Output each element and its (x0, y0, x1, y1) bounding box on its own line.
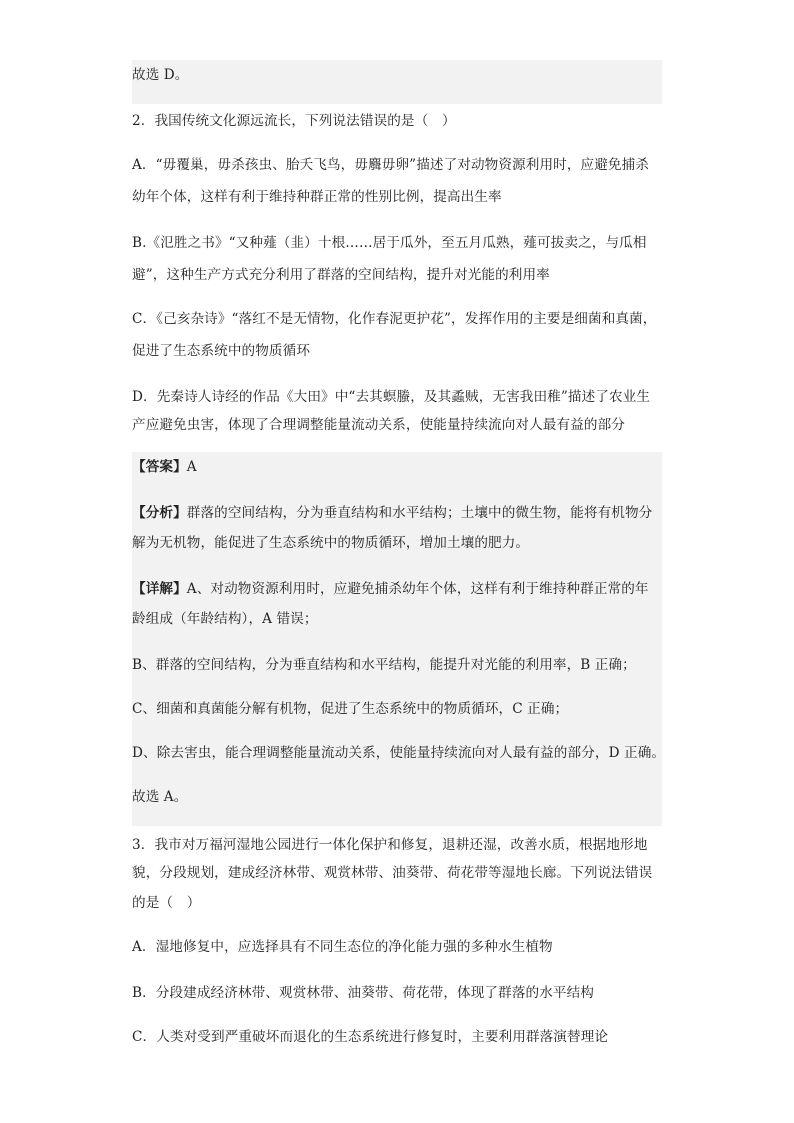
q2-answer (132, 458, 197, 476)
q2-option-b-line2: 避”，这种生产方式充分利用了群落的空间结构，提升对光能的利用率 (132, 267, 550, 283)
q3-option-c: C．人类对受到严重破坏而退化的生态系统进行修复时，主要利用群落演替理论 (132, 1029, 609, 1045)
q2-option-c-line2: 促进了生态系统中的物质循环 (132, 343, 311, 359)
answer-tag: 【答案】 (132, 459, 187, 475)
q2-detail-line1 (132, 580, 649, 598)
q3-option-a: A．湿地修复中，应选择具有不同生态位的净化能力强的多种水生植物 (132, 939, 553, 955)
q2-detail-line2: 龄组成（年龄结构），A 错误； (132, 611, 318, 627)
detail-tag: 【详解】 (132, 581, 187, 597)
question-2 (132, 104, 662, 444)
question-2-stem: 2．我国传统文化源远流长，下列说法错误的是（ ） (132, 113, 456, 129)
q2-analysis-line2: 解为无机物，能促进了生态系统中的物质循环，增加土壤的肥力。 (132, 535, 530, 551)
q2-detail-item-c: C、细菌和真菌能分解有机物，促进了生态系统中的物质循环，C 正确； (132, 701, 569, 717)
q3-stem-line1: 3．我市对万福河湿地公园进行一体化保护和修复，退耕还湿，改善水质，根据地形地 (132, 837, 648, 853)
q2-option-d-line2: 产应避免虫害，体现了合理调整能量流动关系，使能量持续流向对人最有益的部分 (132, 417, 625, 433)
q2-option-a-line1: A．“毋覆巢，毋杀孩虫、胎夭飞鸟，毋麛毋卵”描述了对动物资源利用时，应避免捕杀 (132, 157, 649, 173)
q2-conclusion: 故选 A。 (132, 789, 188, 805)
q3-stem-line3: 的是（ ） (132, 895, 201, 911)
detail-text-1: A、对动物资源利用时，应避免捕杀幼年个体，这样有利于维持种群正常的年 (186, 581, 649, 597)
analysis-tag: 【分析】 (132, 505, 187, 521)
q2-solution-block (132, 452, 666, 826)
q3-stem-line2: 貌，分段规划，建成经济林带、观赏林带、油葵带、荷花带等湿地长廊。下列说法错误 (132, 865, 653, 881)
q2-option-d-line1: D．先秦诗人诗经的作品《大田》中“去其螟螣，及其蟊贼，无害我田稚”描述了农业生 (132, 389, 651, 405)
prev-conclusion-block (132, 60, 662, 104)
q3-option-b: B．分段建成经济林带、观赏林带、油葵带、荷花带，体现了群落的水平结构 (132, 985, 594, 1001)
q2-option-c-line1: C．《己亥杂诗》“落红不是无情物，化作春泥更护花”，发挥作用的主要是细菌和真菌， (132, 311, 657, 327)
q2-option-a-line2: 幼年个体，这样有利于维持种群正常的性别比例，提高出生率 (132, 189, 502, 205)
q2-detail-item-b: B、群落的空间结构，分为垂直结构和水平结构，能提升对光能的利用率，B 正确； (132, 657, 636, 673)
q2-option-b-line1: B.《氾胜之书》“又种薤（韭）十根……居于瓜外，至五月瓜熟，薤可拔卖之，与瓜相 (132, 235, 647, 251)
question-3 (132, 826, 662, 1056)
prev-conclusion: 故选 D。 (132, 67, 189, 83)
answer-value: A (186, 459, 197, 475)
q2-detail-item-d: D、除去害虫，能合理调整能量流动关系，使能量持续流向对人最有益的部分，D 正确。 (132, 745, 666, 761)
q2-analysis-line1 (132, 504, 652, 522)
analysis-text-1: 群落的空间结构，分为垂直结构和水平结构；土壤中的微生物，能将有机物分 (186, 505, 653, 521)
